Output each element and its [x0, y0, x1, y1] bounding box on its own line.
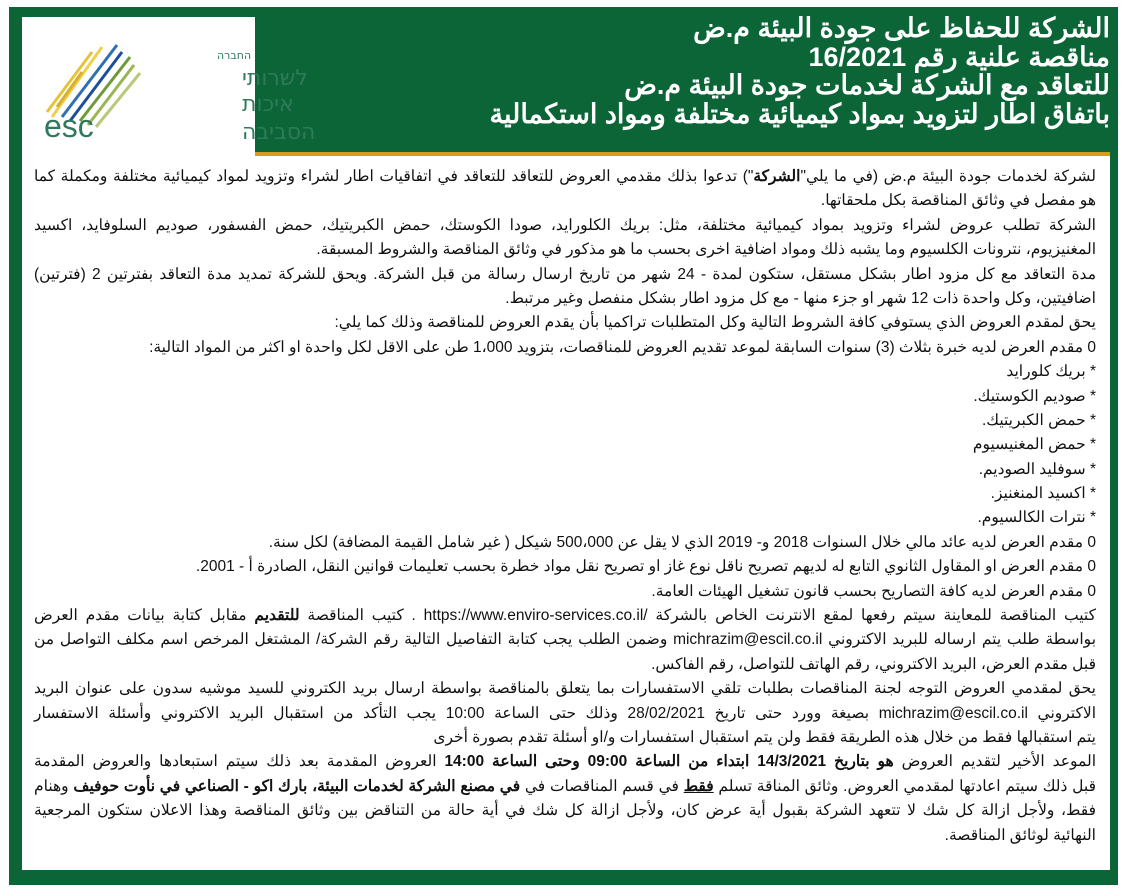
text-segment: الشركة تطلب عروض لشراء وتزويد بمواد كيميائية مختلفة، مثل: بريك الكلورايد، صودا الكوستك، حمض الكبريتيك، حمض الفسفور، صوديم السلوفايد، اكسيد — [34, 216, 1096, 234]
text-segment: 0 مقدم العرض لديه عائد مالي خلال السنوات 2018 و- 2019 الذي لا يقل عن 500،000 شيكل ( غير شامل القيمة المضافة) لكل سنة. — [268, 533, 1096, 551]
bold-text: للتقديم — [254, 607, 300, 625]
text-line — [34, 702, 1096, 726]
text-line — [34, 677, 1096, 701]
paragraph — [34, 531, 1096, 555]
material-item: * صوديم الكوستيك. — [973, 387, 1096, 405]
text-segment: قبل ذلك سيتم اعادتها لمقدمي العروض. وثائق المناقة تسلم — [713, 777, 1096, 795]
material-item: * سوفليد الصوديم. — [978, 460, 1096, 478]
text-line — [34, 824, 1096, 848]
text-segment: بواسطة طلب يتم ارساله للبريد الاكتروني michrazim@escil.co.il وضمن الطلب يجب كتابة التفاصيل التالية رقم الشركة/ المشتغل المرخص اسم مكلف التواصل من — [34, 631, 1097, 649]
text-line — [34, 336, 1096, 360]
text-line — [34, 799, 1096, 823]
tender-content — [34, 165, 1096, 848]
paragraph — [34, 604, 1096, 677]
text-segment: وهنام — [34, 777, 74, 795]
material-item: * نترات الكالسيوم. — [977, 509, 1096, 527]
text-segment: في قسم المناقصات في — [520, 777, 684, 795]
text-line — [34, 311, 1096, 335]
text-line — [34, 775, 1096, 799]
paragraph — [34, 555, 1096, 579]
text-line — [34, 604, 1096, 628]
bold-text: الشركة — [753, 168, 801, 185]
paragraph — [34, 580, 1096, 604]
paragraph — [34, 165, 1096, 214]
paragraph — [34, 750, 1096, 848]
material-item: * بريك كلورايد — [1006, 363, 1096, 381]
esc-logo — [22, 17, 316, 167]
text-segment: يتم استقبالها فقط من خلال هذه الطريقة فقط ولن يتم استقبال استفسارات و/او أسئلة تقدم بصورة أخرى — [433, 728, 1096, 746]
text-segment: اضافيتين، وكل واحدة ذات 12 شهر او جزء منها - مع كل مزود اطار بشكل منفصل وغير مرتبط. — [505, 289, 1096, 307]
text-segment: يحق لمقدمي العروض التوجه لجنة المناقصات بطلبات تلقي الاستفسارات بما يتعلق بالمناقصة بواسطة ارسال بريد الكتروني للسيد موشيه سدون على عنوان البريد — [34, 680, 1096, 698]
text-segment: الموعد الأخير لتقديم العروض — [893, 753, 1096, 771]
header-title — [270, 14, 1110, 128]
text-segment: كتيب المناقصة للمعاينة سيتم رفعها لمقع الانترنت الخاص بالشركة /https://www.enviro-services.co.il . كتيب المناقصة — [299, 607, 1096, 625]
text-segment: مدة التعاقد مع كل مزود اطار بشكل مستقل، ستكون لمدة - 24 شهر من تاريخ ارسال رسالة من قبل الشركة. ويحق للشركة تمديد مدة التعاقد بفترتين 2 (فترتين) — [34, 265, 1096, 283]
text-line — [34, 214, 1096, 238]
text-line — [34, 580, 1096, 604]
bold-text: فقط — [683, 777, 714, 795]
logo-graphic — [22, 17, 316, 157]
header-line: للتعاقد مع الشركة لخدمات جودة البيئة م.ض — [624, 70, 1110, 100]
svg-text:הסביבה: הסביבה — [242, 120, 316, 145]
text-line — [34, 726, 1096, 750]
text-line — [34, 531, 1096, 555]
material-item: * حمض الكبريتيك. — [981, 411, 1096, 429]
materials-list — [406, 360, 1096, 531]
material-item: * اكسيد المنغنيز. — [990, 485, 1096, 503]
paragraph — [34, 214, 1096, 263]
text-segment: النهائية لوثائق المناقصة. — [944, 826, 1096, 844]
text-segment: هو مفصل في وثائق المناقصة بكل ملحقاتها. — [820, 192, 1096, 210]
paragraph — [34, 677, 1096, 750]
paragraph — [34, 311, 1096, 335]
text-segment: 0 مقدم العرض او المقاول الثانوي التابع له لديهم تصريح ناقل نوع غاز او تصريح نقل مواد خطرة بحسب تعليمات قوانين النقل، الصادرة أ - 2001. — [195, 558, 1096, 576]
header-line: مناقصة علنية رقم 16/2021 — [808, 41, 1110, 72]
svg-text:איכות: איכות — [242, 92, 294, 117]
material-item: * حمض المغنيسيوم — [972, 436, 1096, 454]
paragraph — [34, 263, 1096, 312]
text-segment: مقابل كتابة بيانات مقدم العرض — [34, 607, 255, 625]
svg-text:החברה: החברה — [217, 49, 252, 62]
text-line — [34, 189, 1096, 213]
text-line — [34, 750, 1096, 774]
bold-text: في مصنع الشركة لخدمات البيئة، بارك اكو - الصناعي في نأوت حوفيف — [73, 777, 521, 795]
header-line: باتفاق اطار لتزويد بمواد كيميائية مختلفة ومواد استكمالية — [489, 98, 1110, 129]
text-segment: فقط، ولأجل ازالة كل شك لا تتعهد الشركة بقبول أية عرض كان، ولأجل ازالة كل شك في أية حالة من التناقض بين وثائق المناقصة وهذا الاعلان ستكون المرجعية — [34, 802, 1096, 820]
text-segment: الاكتروني michrazim@escil.co.il بصيغة وورد حتى تاريخ 28/02/2021 وذلك حتى الساعة 10:00 يجب التأكد من استقبال البريد الاكتروني وأسئلة الاستفسار — [34, 704, 1097, 722]
text-segment: المغنيزيوم، نترونات الكلسيوم وما يشبه ذلك ومواد اضافية اخرى بحسب ما هو مذكور في وثائق المناقصة والشروط المسبقة. — [316, 241, 1096, 259]
header-line: الشركة للحفاظ على جودة البيئة م.ض — [693, 13, 1110, 43]
text-segment: 0 مقدم العرض لديه كافة التصاريح بحسب قانون تشغيل الهيئات العامة. — [651, 582, 1096, 600]
paragraph — [34, 336, 1096, 360]
text-line — [34, 165, 1096, 189]
svg-text:esc: esc — [44, 108, 94, 144]
text-line — [34, 287, 1096, 311]
text-segment: قبل مقدم العرض، البريد الاكتروني، رقم الهاتف للتواصل، رقم الفاكس. — [651, 655, 1096, 673]
text-segment: يحق لمقدم العروض الذي يستوفي كافة الشروط التالية وكل المتطلبات تراكميا بأن يقدم العروض للمناقصة وذلك كما يلي: — [334, 314, 1096, 332]
text-line — [34, 555, 1096, 579]
text-segment: ") تدعوا بذلك مقدمي العروض للتعاقد للتعاقد في اتفاقيات اطار لشراء وتزويد لمواد كيميائية مختلفة ومكملة كما — [34, 168, 754, 185]
text-line — [34, 628, 1096, 652]
text-line — [34, 653, 1096, 677]
text-line — [34, 263, 1096, 287]
text-segment: لشركة لخدمات جودة البيئة م.ض (في ما يلي" — [800, 168, 1096, 185]
text-line — [34, 238, 1096, 262]
conditions-section — [34, 531, 1096, 848]
intro-section — [34, 165, 1096, 360]
text-segment: 0 مقدم العرض لديه خبرة بثلاث (3) سنوات السابقة لموعد تقديم العروض للمناقصات، بتزويد 1،000 طن على الاقل لكل واحدة او اكثر من المواد التالية: — [149, 338, 1096, 356]
bold-text: هو بتاريخ 14/3/2021 ابتداء من الساعة 09:00 وحتى الساعة 14:00 — [444, 753, 894, 771]
document-body — [22, 156, 1110, 870]
text-segment: العروض المقدمة بعد ذلك سيتم استبعادها والعروض المقدمة — [34, 753, 445, 771]
svg-text:לשרותי: לשרותי — [242, 66, 308, 91]
